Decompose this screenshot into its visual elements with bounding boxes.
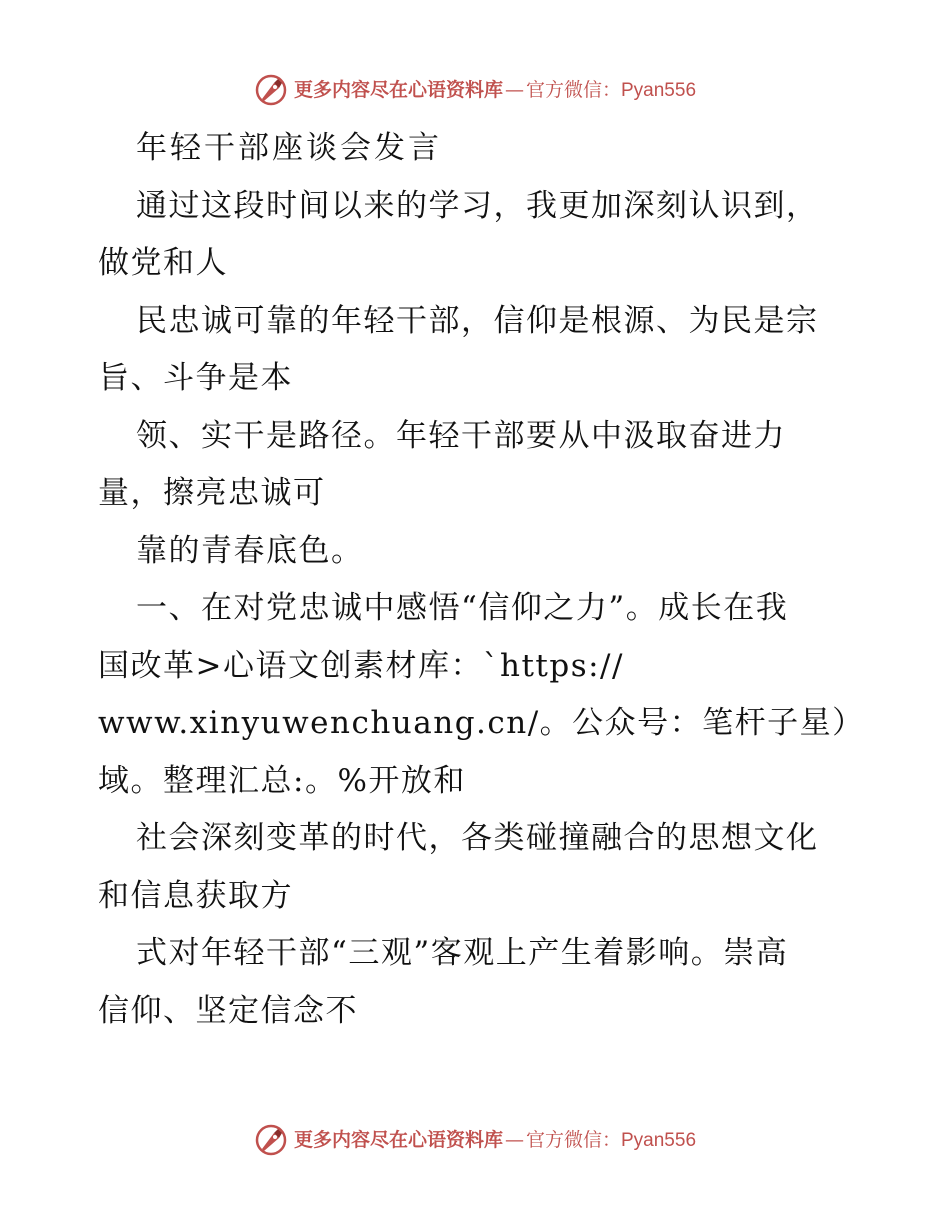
header-wechat-id: Pyan556 (621, 79, 697, 101)
paragraph-line: 通过这段时间以来的学习，我更加深刻认识到， (136, 187, 819, 224)
header-wechat-label: 官方微信： (525, 78, 621, 101)
paragraph-line: 靠的青春底色。 (136, 532, 364, 569)
document-title: 年轻干部座谈会发言 (136, 130, 442, 166)
footer-wechat-id: Pyan556 (621, 1129, 697, 1151)
paragraph-line: 信仰、坚定信念不 (98, 992, 358, 1029)
paragraph-line: 做党和人 (98, 245, 228, 281)
page-header (0, 70, 950, 110)
paragraph-line: 领、实干是路径。年轻干部要从中汲取奋进力 (136, 417, 786, 454)
section-heading-line: 一、在对党忠诚中感悟“信仰之力”。成长在我 (136, 590, 789, 626)
page-footer (0, 1120, 950, 1160)
header-text (293, 78, 697, 101)
paragraph-line: 和信息获取方 (98, 877, 293, 914)
pen-nib-logo-icon (254, 73, 288, 107)
pen-nib-logo-icon (254, 1123, 288, 1157)
document-body (98, 120, 865, 1040)
paragraph-line: 民忠诚可靠的年轻干部，信仰是根源、为民是宗 (136, 302, 819, 339)
footer-site-name: 更多内容尽在心语资料库 (293, 1128, 503, 1151)
paragraph-line: 域。整理汇总:。%开放和 (98, 762, 466, 799)
paragraph-line: 量，擦亮忠诚可 (98, 475, 326, 511)
paragraph-line: 国改革>心语文创素材库：`https:// (98, 647, 624, 684)
footer-text (293, 1128, 697, 1151)
paragraph-line: 社会深刻变革的时代，各类碰撞融合的思想文化 (136, 820, 819, 856)
paragraph-line: www.xinyuwenchuang.cn/。公众号：笔杆子星） (98, 705, 865, 741)
paragraph-line: 旨、斗争是本 (98, 360, 293, 396)
header-dash: — (504, 78, 524, 101)
header-site-name: 更多内容尽在心语资料库 (293, 78, 503, 101)
footer-wechat-label: 官方微信： (525, 1128, 621, 1151)
footer-dash: — (504, 1128, 524, 1151)
paragraph-line: 式对年轻干部“三观”客观上产生着影响。崇高 (136, 935, 789, 971)
